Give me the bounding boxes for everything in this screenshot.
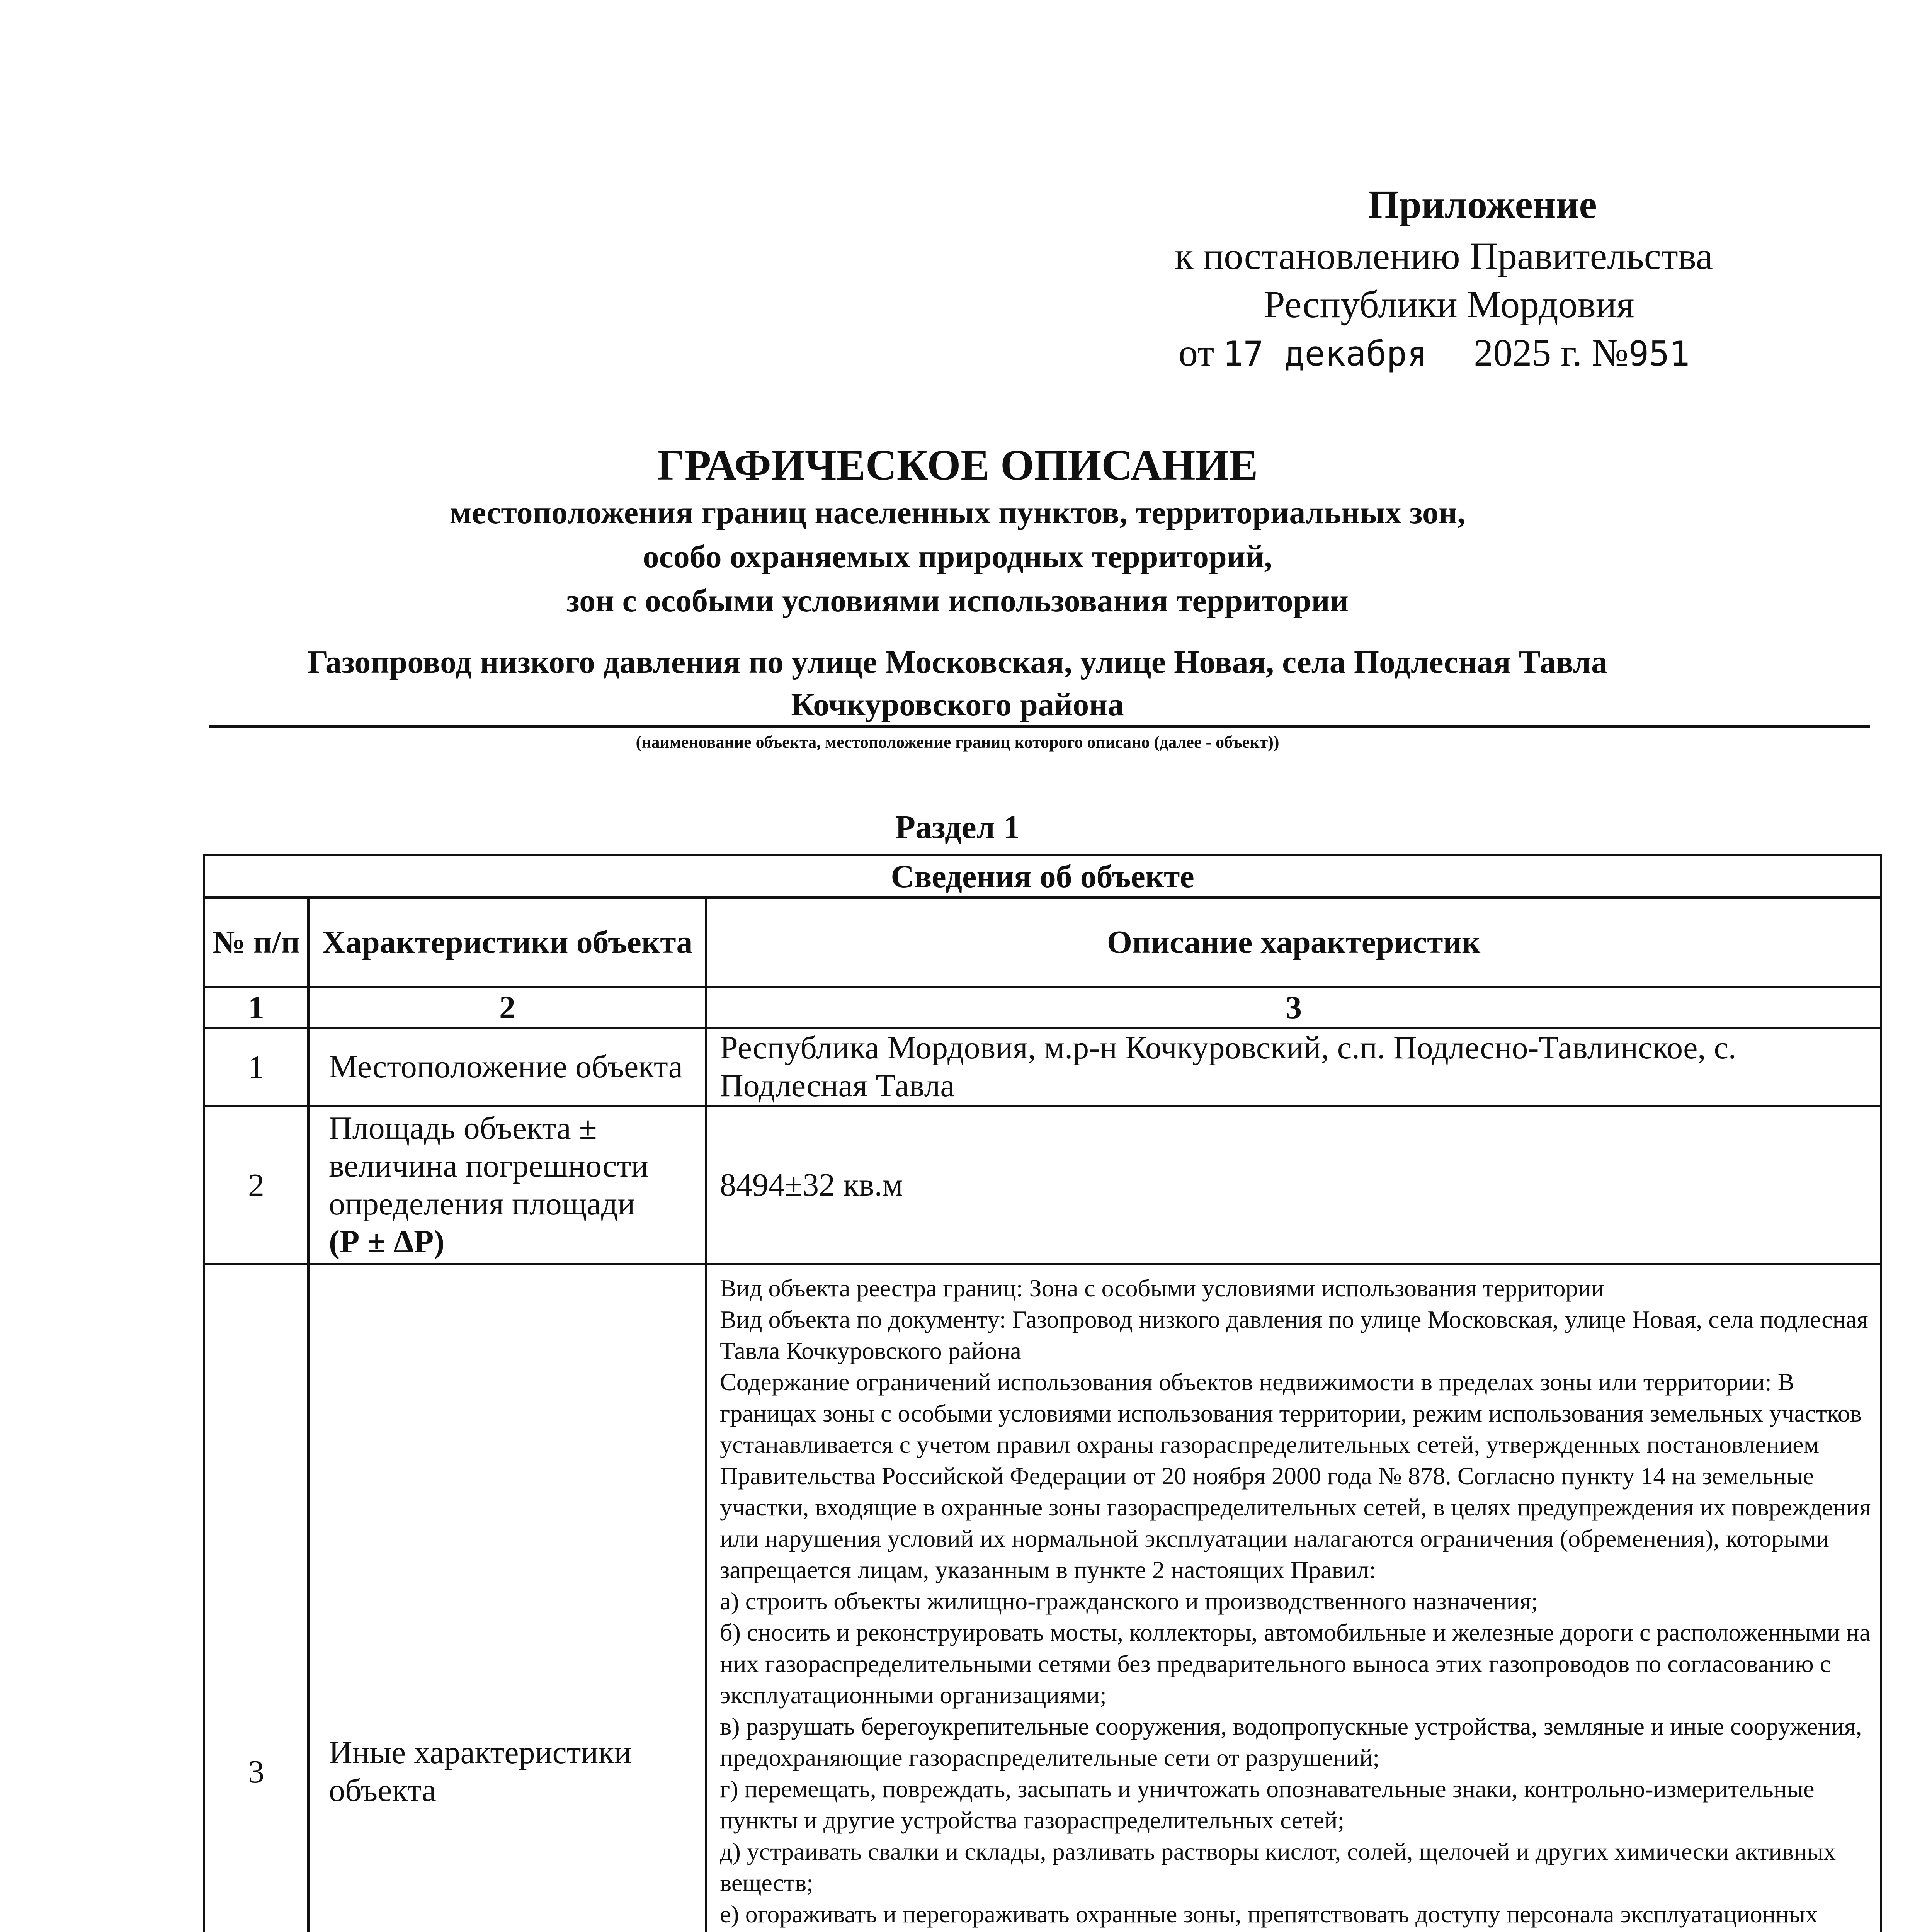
row-characteristic-text: Площадь объекта ± величина погрешности определения площади bbox=[329, 1110, 649, 1222]
appendix-number: 951 bbox=[1628, 334, 1690, 374]
document-subtitle-1: местоположения границ населенных пунктов, территориальных зон, bbox=[449, 495, 1466, 531]
appendix-date: 17 декабря bbox=[1223, 334, 1428, 374]
object-underline bbox=[209, 725, 1870, 728]
object-info-table bbox=[203, 854, 1882, 1932]
object-name-line-2: Кочкуровского района bbox=[791, 687, 1124, 723]
row-number: 2 bbox=[204, 1106, 308, 1264]
table-row bbox=[204, 1028, 1881, 1106]
document-title: ГРАФИЧЕСКОЕ ОПИСАНИЕ bbox=[657, 441, 1258, 489]
description-paragraph: Содержание ограничений использования объектов недвижимости в пределах зоны или территории: В границах зоны с особыми условиями использования территории, режим использования земельных участков устанавливается с учетом правил охраны газораспределительных сетей, утвержденных постановлением Правительства Российской Федерации от 20 ноября 2000 года № 878. Согласно пункту 14 на земельные участки, входящие в охранные зоны газораспределительных сетей, в целях предупреждения их повреждения или нарушения условий их нормальной эксплуатации налагаются ограничения (обременения), которыми запрещается лицам, указанным в пункте 2 настоящих Правил: bbox=[720, 1368, 1871, 1583]
appendix-title: Приложение bbox=[1368, 182, 1597, 227]
appendix-from: от bbox=[1179, 331, 1214, 374]
description-paragraph: в) разрушать берегоукрепительные сооружения, водопропускные устройства, земляные и иные сооружения, предохраняющие газораспределительные сети от разрушений; bbox=[720, 1713, 1862, 1771]
appendix-line-2: Республики Мордовия bbox=[1264, 283, 1634, 326]
header-characteristic: Характеристики объекта bbox=[308, 898, 706, 987]
table-row bbox=[204, 1106, 1881, 1264]
object-name-line-1: Газопровод низкого давления по улице Московская, улице Новая, села Подлесная Тавла bbox=[307, 644, 1608, 680]
appendix-line-1: к постановлению Правительства bbox=[1175, 235, 1713, 277]
object-caption: (наименование объекта, местоположение границ которого описано (далее - объект)) bbox=[636, 733, 1279, 752]
row-description: Республика Мордовия, м.р-н Кочкуровский, с.п. Подлесно-Тавлинское, с. Подлесная Тавла bbox=[706, 1028, 1881, 1106]
table-row bbox=[204, 1264, 1881, 1932]
row-characteristic bbox=[308, 1106, 706, 1264]
column-number: 2 bbox=[308, 987, 706, 1028]
row-characteristic-formula: (Р ± ΔР) bbox=[329, 1224, 445, 1260]
description-paragraph: Вид объекта по документу: Газопровод низкого давления по улице Московская, улице Новая, села подлесная Тавла Кочкуровского района bbox=[720, 1306, 1868, 1364]
header-description: Описание характеристик bbox=[706, 898, 1881, 987]
appendix-line-3 bbox=[1179, 330, 1690, 375]
section-title: Раздел 1 bbox=[895, 808, 1020, 845]
row-characteristic: Местоположение объекта bbox=[308, 1028, 706, 1106]
row-description: 8494±32 кв.м bbox=[706, 1106, 1881, 1264]
document-subtitle-3: зон с особыми условиями использования территории bbox=[566, 583, 1349, 619]
description-paragraph: е) огораживать и перегораживать охранные зоны, препятствовать доступу персонала эксплуатационных bbox=[720, 1900, 1818, 1928]
row-description bbox=[706, 1264, 1881, 1932]
header-no: № п/п bbox=[204, 898, 308, 987]
description-paragraph: г) перемещать, повреждать, засыпать и уничтожать опознавательные знаки, контрольно-измерительные пункты и другие устройства газораспределительных сетей; bbox=[720, 1775, 1815, 1834]
description-paragraph: б) сносить и реконструировать мосты, коллекторы, автомобильные и железные дороги с расположенными на них газораспределительными сетями без предварительного выноса этих газопроводов по согласованию с эксплуатационными организациями; bbox=[720, 1619, 1871, 1709]
description-paragraph: Вид объекта реестра границ: Зона с особыми условиями использования территории bbox=[720, 1274, 1605, 1302]
column-number: 3 bbox=[706, 987, 1881, 1028]
column-number: 1 bbox=[204, 987, 308, 1028]
appendix-year: 2025 г. № bbox=[1474, 331, 1629, 374]
document-subtitle-2: особо охраняемых природных территорий, bbox=[643, 539, 1272, 575]
description-paragraph: а) строить объекты жилищно-гражданского и производственного назначения; bbox=[720, 1587, 1538, 1615]
row-characteristic: Иные характеристики объекта bbox=[308, 1264, 706, 1932]
table-title: Сведения об объекте bbox=[204, 855, 1881, 898]
row-number: 3 bbox=[204, 1264, 308, 1932]
description-paragraph: д) устраивать свалки и склады, разливать растворы кислот, солей, щелочей и других химически активных веществ; bbox=[720, 1838, 1836, 1896]
row-number: 1 bbox=[204, 1028, 308, 1106]
